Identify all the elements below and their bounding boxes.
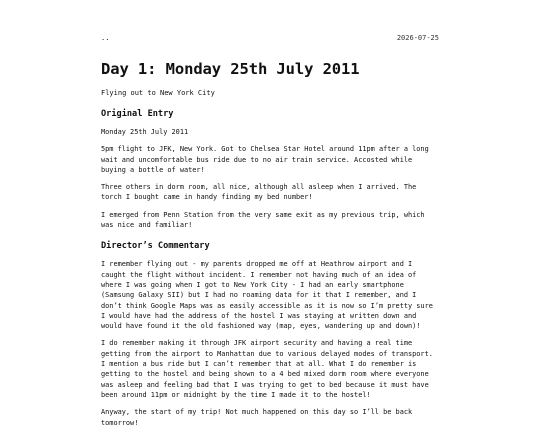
commentary-paragraph: Anyway, the start of my trip! Not much happened on this day so I’ll be back tomorrow! [101, 408, 413, 427]
top-bar [101, 34, 439, 43]
commentary-heading: Director’s Commentary [101, 241, 210, 252]
original-entry-paragraph: 5pm flight to JFK, New York. Got to Chelsea Star Hotel around 11pm after a long wait and uncomfortable bus ride due to no air train service. Accosted while buying a bottle of water! [101, 145, 429, 174]
commentary-paragraph: I remember flying out - my parents dropped me off at Heathrow airport and I caught the flight without incident. I remember not having much of an idea of where I was going when I got to New York City - I had an early smartphone (Samsung Galaxy SII) but I had no roaming data for it that I remember, and I don’t think Google Maps was as easily accessible as it is now so I’m pretty sure I would have had the address of the hostel I was staying at written down and would have found it the old fashioned way (map, eyes, wandering up and down)! [101, 260, 433, 331]
original-entry-paragraph: I emerged from Penn Station from the very same exit as my previous trip, which was nice and familiar! [101, 210, 425, 230]
article [101, 60, 441, 428]
post-date: 2026-07-25 [396, 34, 439, 42]
page-title: Day 1: Monday 25th July 2011 [101, 60, 360, 78]
commentary-paragraph: I do remember making it through JFK airport security and having a real time getting from the airport to Manhattan due to various delayed modes of transport. I mention a bus ride but I can’t remember that at all. What I do remember is getting to the hostel and being shown to a 4 bed mixed dorm room where everyone was asleep and feeling bad that I was trying to get to bed because it must have been around 11pm or midnight by the time I made it to the hostel! [101, 339, 433, 399]
page-subtitle: Flying out to New York City [101, 89, 215, 97]
back-link[interactable]: .. [101, 34, 110, 42]
original-entry-date: Monday 25th July 2011 [101, 128, 189, 136]
original-entry-paragraph: Three others in dorm room, all nice, although all asleep when I arrived. The torch I bought came in handy finding my bed number! [101, 183, 417, 202]
original-entry-heading: Original Entry [101, 109, 174, 119]
